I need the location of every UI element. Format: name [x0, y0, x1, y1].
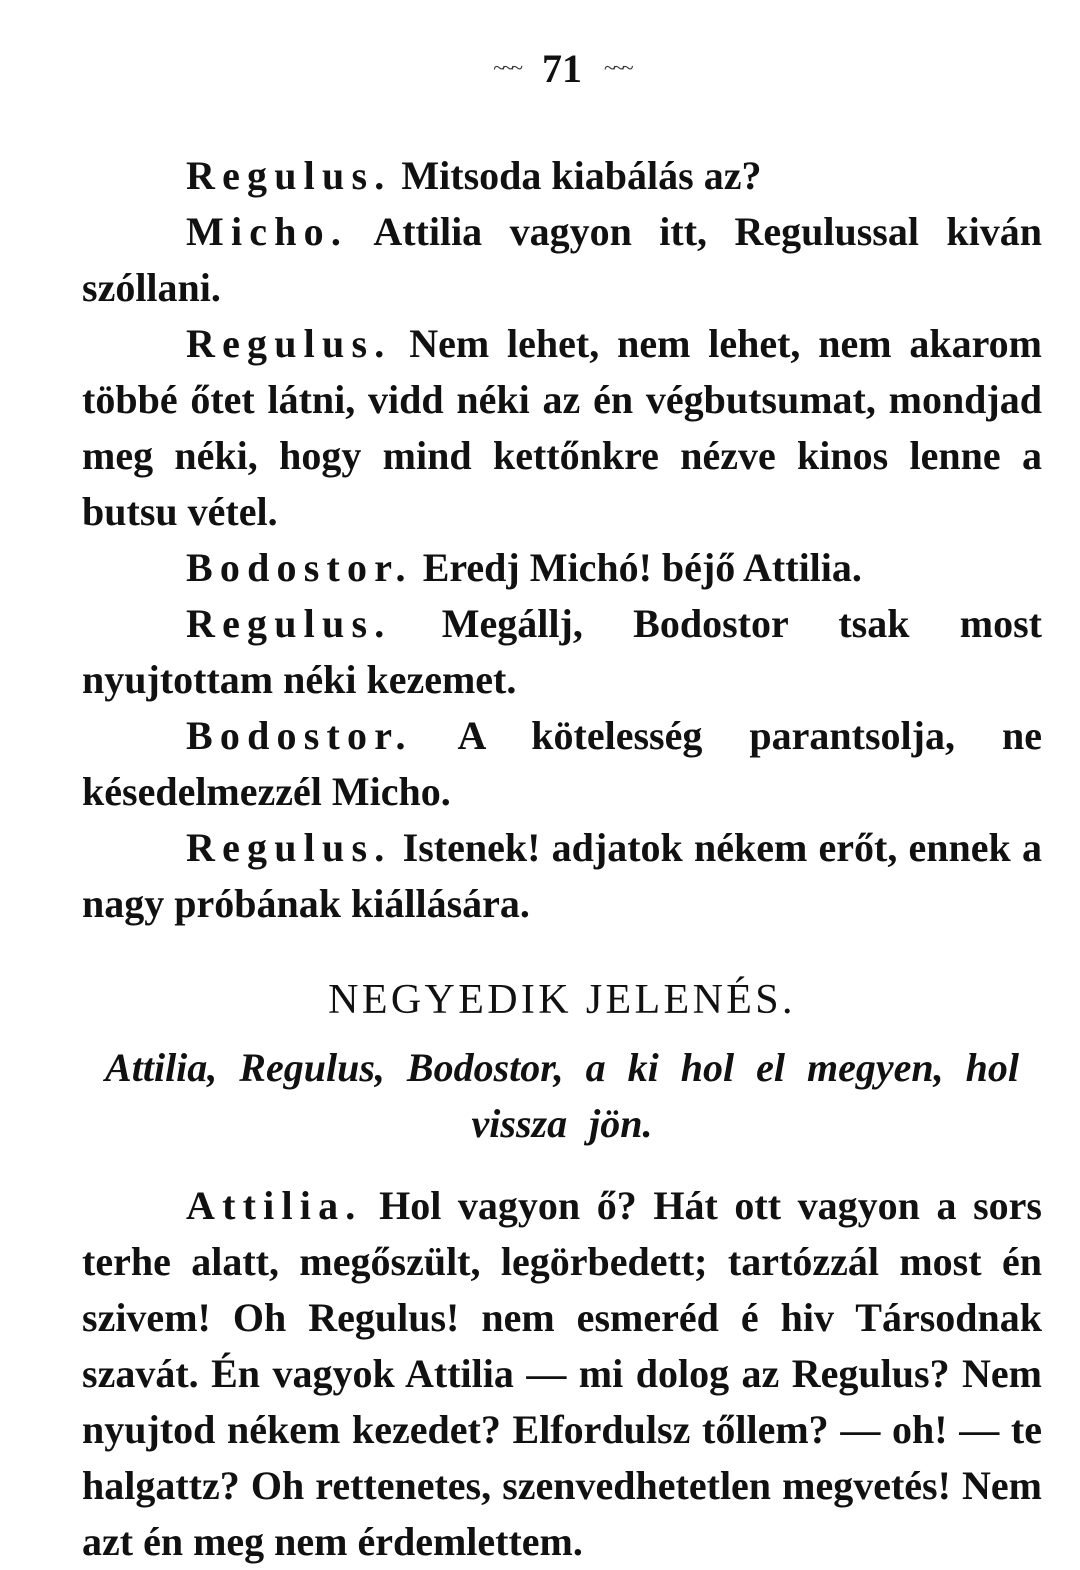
speaker-name: Regulus.: [186, 321, 392, 366]
ornament-right: ~~~: [604, 55, 631, 80]
speaker-name: Regulus.: [186, 153, 392, 198]
dialogue-text: Istenek! adjatok nékem erőt, ennek a nagy próbának kiállására.: [82, 825, 1042, 926]
dialogue-text: Mitsoda kiabálás az?: [401, 153, 762, 198]
dialogue-line: [82, 316, 1042, 540]
page-header: [82, 28, 1042, 108]
speaker-name: Attilia.: [186, 1183, 363, 1228]
dialogue-text: Hol vagyon ő? Hát ott vagyon a sors terhe alatt, megőszült, legörbedett; tartózzál most én szivem! Oh Regulus! nem esmeréd é hiv Társodnak szavát. Én vagyok Attilia — mi dolog az Regulus? Nem nyujtod nékem kezedet? Elfordulsz tőllem? — oh! — te halgattz? Oh rettenetes, szenvedhetetlen megvetés! Nem azt én meg nem érdemlettem.: [82, 1183, 1042, 1564]
speaker-name: Micho.: [186, 209, 349, 254]
dialogue-text: Nem lehet, nem lehet, nem akarom többé őtet látni, vidd néki az én végbutsumat, mondjad meg néki, hogy mind kettőnkre nézve kinos lenne a butsu vétel.: [82, 321, 1043, 534]
speaker-name: Regulus.: [186, 825, 392, 870]
dialogue-line: [82, 596, 1042, 708]
dialogue-line: [82, 708, 1042, 820]
dialogue-line: [82, 148, 1042, 204]
speaker-name: Regulus.: [186, 601, 392, 646]
dialogue-text: Eredj Michó! béjő Attilia.: [422, 545, 862, 590]
book-page: [82, 28, 1043, 1564]
speaker-name: Bodostor.: [186, 713, 413, 758]
speaker-name: Bodostor.: [186, 545, 413, 590]
dialogue-line: [82, 540, 1042, 596]
stage-direction: Attilia, Regulus, Bodostor, a ki hol el megyen, hol vissza jön.: [105, 1045, 1019, 1146]
page-number: 71: [542, 45, 582, 91]
dialogue-line: [82, 820, 1042, 932]
dialogue-text: Megállj, Bodostor tsak most nyujtottam néki kezemet.: [82, 601, 1042, 702]
scene-heading: NEGYEDIK JELENÉS.: [328, 977, 796, 1023]
main-text: [82, 148, 1042, 1570]
dialogue-text: A kötelesség parantsolja, ne késedelmezzél Micho.: [82, 713, 1042, 814]
ornament-left: ~~~: [493, 55, 520, 80]
dialogue-text: Attilia vagyon itt, Regulussal kiván szóllani.: [82, 209, 1043, 310]
dialogue-line: [82, 1178, 1042, 1570]
dialogue-line: [82, 204, 1042, 316]
